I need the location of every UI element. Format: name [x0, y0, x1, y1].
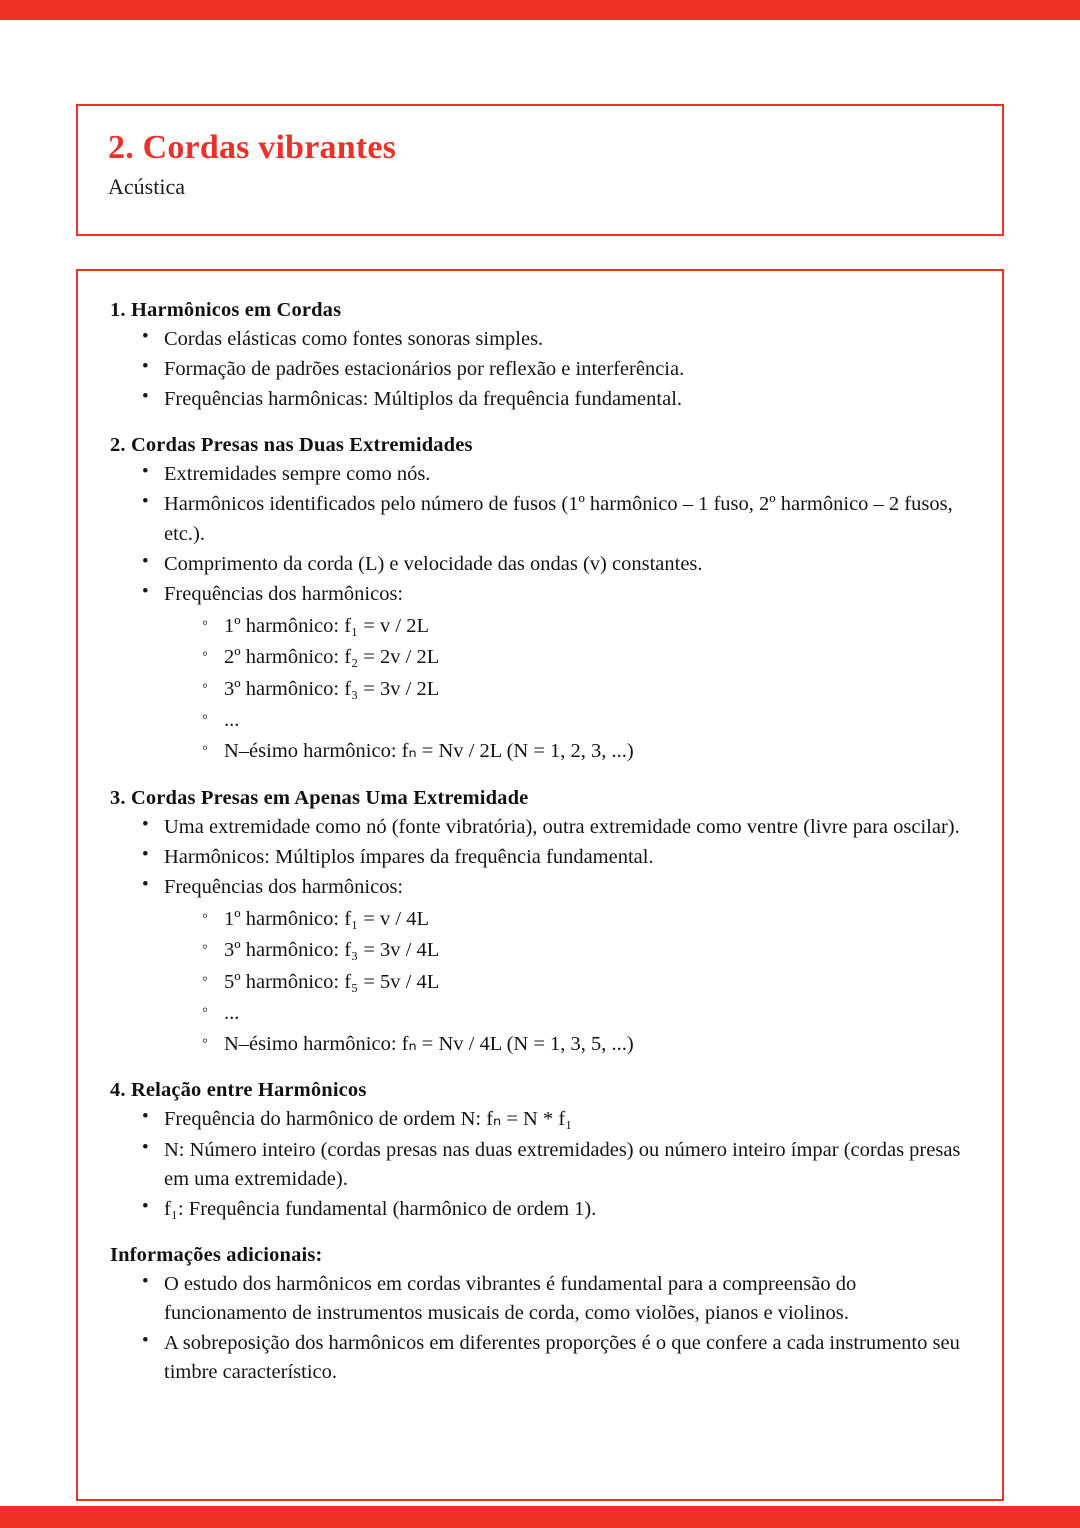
list-item: • Frequências harmônicas: Múltiplos da frequência fundamental. [142, 385, 968, 414]
list-item: • Harmônicos: Múltiplos ímpares da frequência fundamental. [142, 843, 968, 872]
section-heading: 2. Cordas Presas nas Duas Extremidades [110, 434, 473, 457]
bullet-list [110, 325, 968, 414]
list-item: • Frequência do harmônico de ordem N: fₙ = N * f₁ [142, 1105, 968, 1134]
list-item: • Formação de padrões estacionários por reflexão e interferência. [142, 355, 968, 384]
list-item: • O estudo dos harmônicos em cordas vibrantes é fundamental para a compreensão do funcionamento de instrumentos musicais de corda, como violões, pianos e violinos. [142, 1270, 968, 1328]
section-cordas-presas-uma-extremidade [110, 787, 968, 1060]
document-page [0, 20, 1080, 1506]
list-item: • Cordas elásticas como fontes sonoras simples. [142, 325, 968, 354]
list-item: ◦ 1º harmônico: f₁ = v / 2L [202, 611, 968, 641]
content-card [76, 269, 1004, 1501]
list-item: ◦ N–ésimo harmônico: fₙ = Nv / 2L (N = 1, 2, 3, ...) [202, 736, 968, 766]
list-item [142, 580, 968, 767]
list-item: • Harmônicos identificados pelo número de fusos (1º harmônico – 1 fuso, 2º harmônico – 2 fusos, etc.). [142, 490, 968, 548]
section-harmonicos-em-cordas [110, 299, 968, 414]
bullet-list [110, 813, 968, 1060]
sub-bullet-list [164, 611, 968, 767]
list-item: • Comprimento da corda (L) e velocidade das ondas (v) constantes. [142, 550, 968, 579]
list-item-label: Frequências dos harmônicos: [164, 875, 404, 898]
list-item: ◦ N–ésimo harmônico: fₙ = Nv / 4L (N = 1, 3, 5, ...) [202, 1029, 968, 1059]
list-item: ◦ ... [202, 998, 968, 1028]
section-heading: Informações adicionais: [110, 1243, 323, 1266]
bullet-list [110, 1105, 968, 1223]
section-heading: 4. Relação entre Harmônicos [110, 1079, 367, 1102]
section-heading: 1. Harmônicos em Cordas [110, 299, 342, 321]
bullet-list [110, 460, 968, 766]
page-title: 2. Cordas vibrantes [108, 129, 397, 166]
bullet-list [110, 1270, 968, 1387]
list-item: ◦ 1º harmônico: f₁ = v / 4L [202, 904, 968, 934]
list-item: • N: Número inteiro (cordas presas nas duas extremidades) ou número inteiro ímpar (cordas presas em uma extremidade). [142, 1136, 968, 1194]
section-cordas-presas-duas-extremidades [110, 434, 968, 766]
section-informacoes-adicionais [110, 1244, 968, 1387]
list-item: ◦ 3º harmônico: f₃ = 3v / 4L [202, 935, 968, 965]
section-relacao-entre-harmonicos [110, 1079, 968, 1223]
page-subtitle: Acústica [108, 173, 185, 199]
list-item: ◦ 5º harmônico: f₅ = 5v / 4L [202, 967, 968, 997]
list-item: ◦ 2º harmônico: f₂ = 2v / 2L [202, 642, 968, 672]
top-accent-bar [0, 0, 1080, 20]
bottom-accent-bar [0, 1506, 1080, 1528]
list-item [142, 873, 968, 1060]
list-item: • Uma extremidade como nó (fonte vibratória), outra extremidade como ventre (livre para oscilar). [142, 813, 968, 842]
sub-bullet-list [164, 904, 968, 1060]
list-item-label: Frequências dos harmônicos: [164, 582, 404, 605]
list-item: • f₁: Frequência fundamental (harmônico de ordem 1). [142, 1195, 968, 1224]
list-item: • Extremidades sempre como nós. [142, 460, 968, 489]
list-item: ◦ ... [202, 705, 968, 735]
list-item: • A sobreposição dos harmônicos em diferentes proporções é o que confere a cada instrumento seu timbre característico. [142, 1329, 968, 1387]
section-heading: 3. Cordas Presas em Apenas Uma Extremidade [110, 786, 529, 809]
list-item: ◦ 3º harmônico: f₃ = 3v / 2L [202, 674, 968, 704]
title-card [76, 104, 1004, 236]
